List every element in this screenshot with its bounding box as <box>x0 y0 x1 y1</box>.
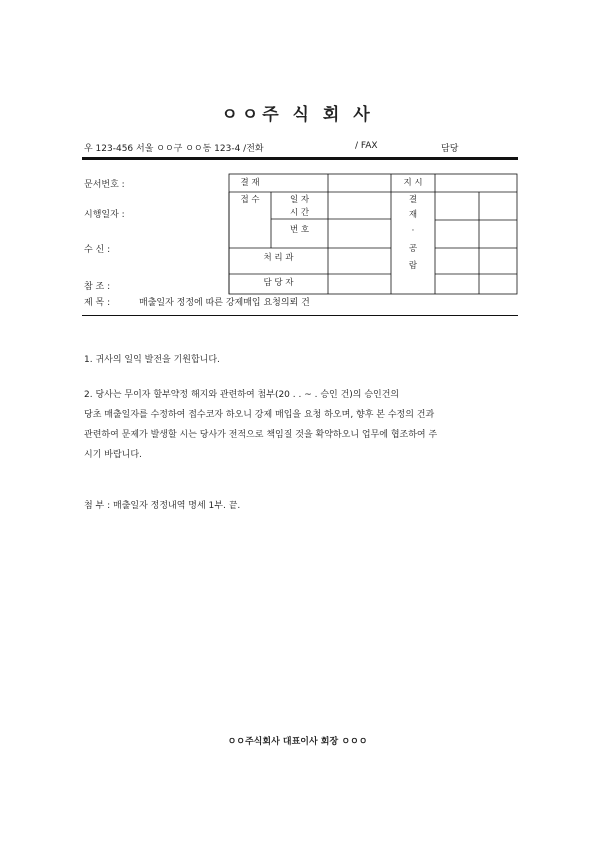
page-title: ㅇㅇ주 식 회 사 <box>221 105 374 125</box>
reference-label: 참 조 : <box>84 282 111 292</box>
cell-jeopsu: 접 수 <box>240 195 260 205</box>
body-paragraph-1: 1. 귀사의 일익 발전을 기원합니다. <box>84 355 220 365</box>
body-paragraph-2-line-1: 2. 당사는 무이자 할부약정 해지와 관련하여 첨부(20 . . ~ . 승인 건)의 승인건의 <box>84 390 400 400</box>
recipient-label: 수 신 : <box>84 245 111 255</box>
cell-gyeoljae-v1: 결 <box>408 195 418 205</box>
cell-cheorigwa: 처 리 과 <box>263 253 294 263</box>
cell-sigan: 시 간 <box>289 208 310 218</box>
cell-gyeoljae-v5: 람 <box>408 261 418 271</box>
cell-damdangja: 담 당 자 <box>263 278 294 288</box>
subject-label: 제 목 : <box>84 298 111 308</box>
body-paragraph-2-line-3: 관련하여 문제가 발생할 시는 당사가 전적으로 책임질 것을 확약하오니 업무에 협조하여 주 <box>84 430 438 440</box>
cell-beonho: 번 호 <box>289 225 310 235</box>
date-label: 시행일자 : <box>84 210 125 220</box>
attachment-line: 첨 부 : 매출일자 정정내역 명세 1부. 끝. <box>84 501 241 511</box>
cell-gyeoljae-v2: 재 <box>408 210 418 220</box>
fax-label: / FAX <box>355 141 378 151</box>
cell-gyeoljae-v4: 공 <box>408 244 418 254</box>
body-paragraph-2-line-4: 시기 바랍니다. <box>84 450 142 460</box>
address-line: 우 123-456 서울 ㅇㅇ구 ㅇㅇ동 123-4 /전화 <box>84 144 264 154</box>
body-paragraph-2-line-2: 당초 매출일자를 수정하여 접수코자 하오니 강제 매입을 요청 하오며, 향후 본 수정의 건과 <box>84 410 435 420</box>
cell-gyeoljae-v3: · <box>411 226 415 236</box>
cell-ilja: 일 자 <box>289 195 310 205</box>
fields-divider <box>82 315 518 316</box>
contact-label: 담당 <box>441 144 459 154</box>
cell-gyeoljae: 결 재 <box>240 178 260 188</box>
cell-jisi: 지 시 <box>403 178 423 188</box>
subject-text: 매출일자 정정에 따른 강제매입 요청의뢰 건 <box>139 298 310 308</box>
doc-number-label: 문서번호 : <box>84 180 125 190</box>
signature-line: ㅇㅇ주식회사 대표이사 회장 ㅇㅇㅇ <box>227 737 368 747</box>
